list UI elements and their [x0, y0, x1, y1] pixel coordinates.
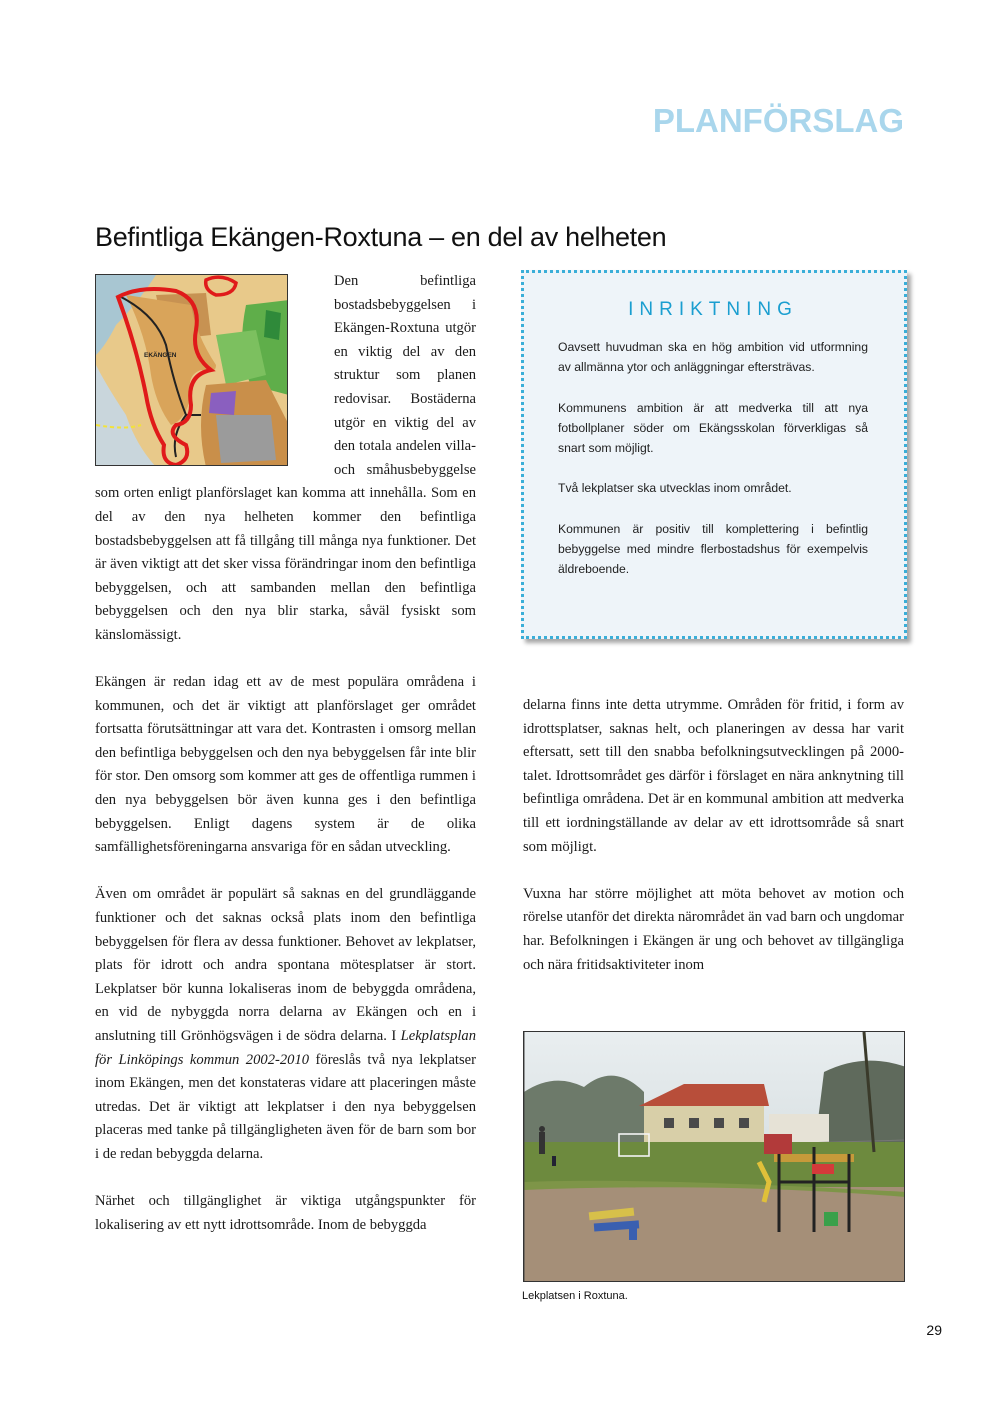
inriktning-title: INRIKTNING — [628, 299, 798, 320]
section-title: PLANFÖRSLAG — [652, 102, 904, 139]
paragraph: delarna finns inte detta utrymme. Områden för fritid, i form av idrottsplatser, saknas helt, och planeringen av dessa har varit eftersatt, sett till den snabba befolkningsutvecklingen på 2000-talet. Idrottsområdet ges därför i förslaget en nära anknytning till befintliga områdena. Det är en kommunal ambition att medverka till ett iordningställande av delar av ett idrottsområde så snart som möjligt. — [523, 697, 904, 855]
inriktning-item: Kommunen är positiv till komplettering i befintlig bebyggelse med mindre flerbostadshus för exempelvis äldreboende. — [558, 521, 868, 577]
map-area-label: EKÄNGEN — [144, 352, 177, 359]
paragraph: Den befintliga bostadsbebyggelsen i Ekängen-Roxtuna utgör en viktig del av den struktur som planen redovisar. Bostäderna utgör en viktig del av den totala andelen villa- och småhusbebyggelse som orten enligt planförslaget kan komma att innehålla. Som en del av den nya helheten kommer den befintliga bostadsbebyggelsen att få tillgång till många nya funktioner. Det är även viktigt att det sker vissa förändringar inom den befintliga bebyggelsen, och att sambanden mellan den befintliga bebyggelsen och den nya blir starka, såväl fysiskt som känslomässigt. — [95, 273, 476, 643]
paragraph: Ekängen är redan idag ett av de mest populära områdena i kommunen, och det är viktigt att planförslaget ger området fortsatta förutsättningar att vara det. Kontrasten i omsorg mellan den befintliga bebyggelsen och den nya bebyggelsen får inte blir för stor. Den omsorg som kommer att ges de offentliga rummen i den nya bebyggelsen bör även kunna ges i den befintliga bebyggelsen. Enligt dagens system är de olika samfällighetsföreningarna ansvariga för en sådan utveckling. — [95, 674, 476, 856]
paragraph: Även om området är populärt så saknas en del grundläggande funktioner och det saknas också plats inom den befintliga bebyggelsen för flera av dessa funktioner. Behovet av lekplatser, plats för idrott och andra spontana mötesplatser är stort. Lekplatser bör kunna lokaliseras inom de bebyggda områdena, en vid de nybyggda norra delarna av Ekängen och en i anslutning till Grönhögsvägen i de södra delarna. I Lekplatsplan för Linköpings kommun 2002-2010 föreslås två nya lekplatser inom Ekängen, men det konstateras vidare att placeringen måste utredas. Det är viktigt att lekplatser i den nya bebyggelsen placeras med tanke på tillgängligheten även för de barn som bor i de redan bebyggda delarna. — [95, 886, 477, 1162]
inriktning-item: Oavsett huvudman ska en hög ambition vid utformning av allmänna ytor och anläggningar eftersträvas. — [558, 340, 868, 375]
inriktning-item: Kommunens ambition är att medverka till att nya fotbollplaner söder om Ekängsskolan förverkligas så snart som möjligt. — [558, 400, 868, 456]
inriktning-box — [521, 270, 907, 639]
left-column — [95, 270, 476, 1237]
area-map-image — [95, 274, 288, 466]
page-heading: Befintliga Ekängen-Roxtuna – en del av helheten — [95, 222, 667, 252]
paragraph: Vuxna har större möjlighet att möta behovet av motion och rörelse utanför det direkta närområdet än vad barn och ungdomar har. Befolkningen i Ekängen är ung och behovet av tillgängliga och nära fritidsaktiviteter inom — [523, 885, 904, 973]
right-column — [523, 694, 904, 977]
playground-photo — [523, 1031, 905, 1282]
inriktning-item: Två lekplatser ska utvecklas inom området. — [558, 481, 792, 496]
photo-caption: Lekplatsen i Roxtuna. — [522, 1290, 628, 1302]
report-title: Lekplatsplan för Linköpings kommun 2002-2010 — [95, 1028, 476, 1068]
paragraph: Närhet och tillgänglighet är viktiga utgångspunkter för lokalisering av ett nytt idrottsområde. Inom de bebyggda — [95, 1193, 476, 1233]
page-number: 29 — [926, 1322, 942, 1338]
